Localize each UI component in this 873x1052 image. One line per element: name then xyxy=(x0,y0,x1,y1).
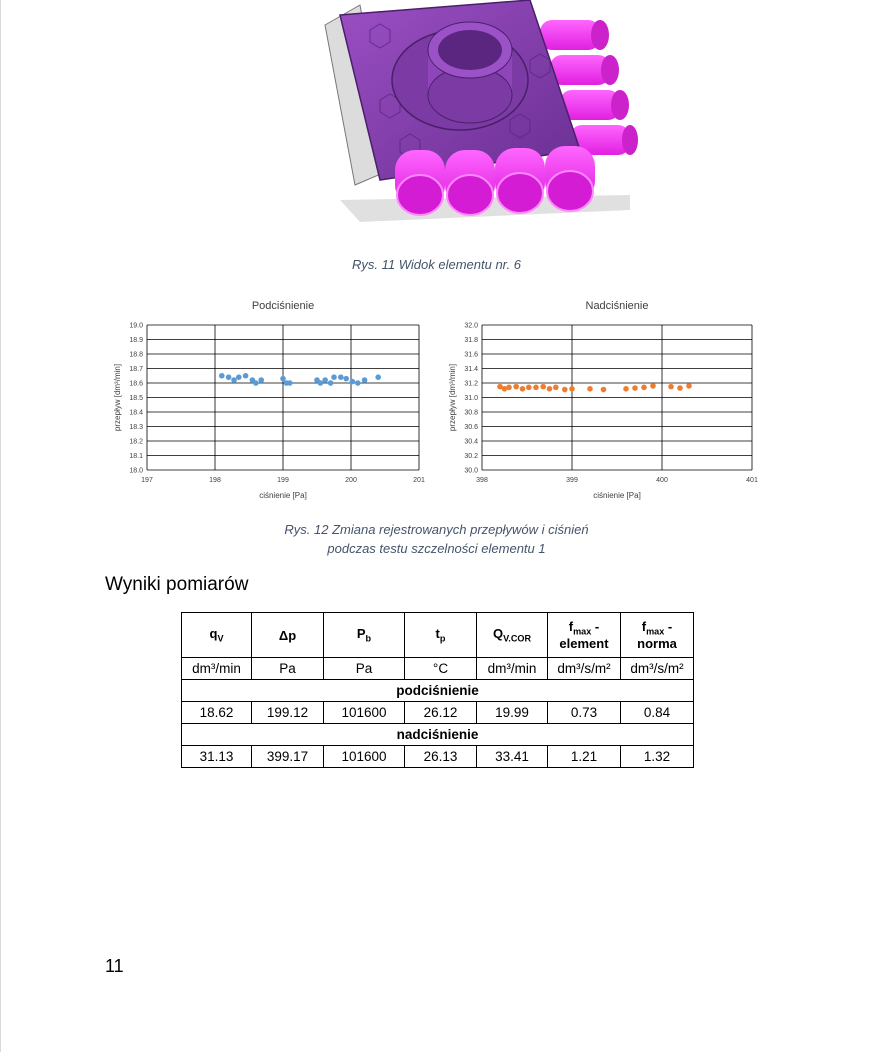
table-cell: 31.13 xyxy=(182,746,252,768)
data-point xyxy=(322,377,328,383)
y-tick-label: 18.2 xyxy=(129,438,143,446)
x-axis-label: ciśnienie [Pa] xyxy=(259,491,307,500)
table-cell: 101600 xyxy=(324,746,405,768)
unit-cell: dm³/min xyxy=(477,658,548,680)
group-label: nadciśnienie xyxy=(182,724,694,746)
table-row xyxy=(182,746,694,768)
y-tick-label: 31.2 xyxy=(464,380,478,388)
header-fmax-norma: $f_{max}$ - norma xyxy=(621,613,694,658)
data-point xyxy=(641,385,647,391)
x-tick-label: 201 xyxy=(413,477,425,484)
data-point xyxy=(355,380,361,386)
element-render-image xyxy=(300,0,640,228)
table-cell: 18.62 xyxy=(182,702,252,724)
y-tick-label: 19.0 xyxy=(129,322,143,330)
y-tick-label: 31.8 xyxy=(464,337,478,344)
y-tick-label: 30.2 xyxy=(464,453,478,460)
x-tick-label: 401 xyxy=(746,477,758,484)
data-point xyxy=(677,385,683,391)
x-tick-label: 398 xyxy=(476,477,488,484)
table-cell: 26.12 xyxy=(405,702,477,724)
data-point xyxy=(623,386,629,392)
y-axis-label: przepływ [dm³/min] xyxy=(448,363,457,432)
y-tick-label: 30.6 xyxy=(464,424,478,431)
data-point xyxy=(632,385,638,391)
data-point xyxy=(219,373,225,379)
y-tick-label: 18.5 xyxy=(129,395,143,402)
x-tick-label: 197 xyxy=(141,477,153,484)
data-point xyxy=(650,383,656,389)
table-cell: 26.13 xyxy=(405,746,477,768)
data-point xyxy=(587,386,593,392)
table-row xyxy=(182,702,694,724)
data-point xyxy=(253,380,259,386)
data-point xyxy=(562,387,568,393)
x-tick-label: 199 xyxy=(277,477,289,484)
data-point xyxy=(547,386,553,392)
page-number: 11 xyxy=(105,956,124,976)
data-point xyxy=(243,373,249,379)
y-tick-label: 18.3 xyxy=(129,424,143,431)
header-qvcor: $Q_{V.COR}$ xyxy=(477,613,548,658)
data-point xyxy=(668,384,674,390)
data-point xyxy=(375,374,381,380)
y-tick-label: 18.6 xyxy=(129,380,143,388)
section-heading: Wyniki pomiarów xyxy=(105,574,249,595)
y-axis-label: przepływ [dm³/min] xyxy=(113,363,122,432)
y-tick-label: 32.0 xyxy=(464,322,478,330)
figure-caption-1: Rys. 11 Widok elementu nr. 6 xyxy=(352,257,521,272)
chart-title: Podciśnienie xyxy=(251,300,315,312)
data-point xyxy=(553,385,559,391)
table-cell: 19.99 xyxy=(477,702,548,724)
unit-cell: dm³/s/m² xyxy=(548,658,621,680)
data-point xyxy=(231,377,237,383)
data-point xyxy=(343,376,349,382)
y-tick-label: 30.8 xyxy=(464,409,478,417)
y-tick-label: 18.9 xyxy=(129,337,143,344)
table-cell: 33.41 xyxy=(477,746,548,768)
chart-nadcisnienie xyxy=(442,292,772,512)
y-tick-label: 30.4 xyxy=(464,438,478,446)
y-tick-label: 18.4 xyxy=(129,409,143,417)
data-point xyxy=(226,374,232,380)
y-tick-label: 18.8 xyxy=(129,351,143,359)
table-cell: 101600 xyxy=(324,702,405,724)
chart-podcisnienie xyxy=(82,292,432,512)
table-cell: 199.12 xyxy=(252,702,324,724)
data-point xyxy=(338,374,344,380)
x-tick-label: 399 xyxy=(566,477,578,484)
data-point xyxy=(362,377,368,383)
data-point xyxy=(520,386,526,392)
header-fmax-element: $f_{max}$ - element xyxy=(548,613,621,658)
data-point xyxy=(318,380,324,386)
x-tick-label: 400 xyxy=(656,477,668,484)
figure-caption-2-line2: podczas testu szczelności elementu 1 xyxy=(327,541,546,556)
data-point xyxy=(601,387,607,393)
table-cell: 399.17 xyxy=(252,746,324,768)
unit-cell: Pa xyxy=(324,658,405,680)
table-cell: 0.84 xyxy=(621,702,694,724)
header-pb: $P_b$ xyxy=(324,613,405,658)
data-point xyxy=(331,374,337,380)
group-label: podciśnienie xyxy=(182,680,694,702)
group-row-podcisnienie xyxy=(182,680,694,702)
x-tick-label: 200 xyxy=(345,477,357,484)
data-point xyxy=(513,384,519,390)
y-tick-label: 31.0 xyxy=(464,395,478,402)
table-cell: 0.73 xyxy=(548,702,621,724)
x-axis-label: ciśnienie [Pa] xyxy=(593,491,641,500)
y-tick-label: 18.7 xyxy=(129,366,143,373)
table-cell: 1.21 xyxy=(548,746,621,768)
table-cell: 1.32 xyxy=(621,746,694,768)
group-row-nadcisnienie xyxy=(182,724,694,746)
unit-cell: dm³/min xyxy=(182,658,252,680)
data-point xyxy=(540,384,546,390)
chart-title: Nadciśnienie xyxy=(585,300,649,312)
header-qv: $q_V$ xyxy=(182,613,252,658)
y-tick-label: 18.0 xyxy=(129,467,143,475)
x-tick-label: 198 xyxy=(209,477,221,484)
y-tick-label: 18.1 xyxy=(129,453,143,460)
header-tp: $t_p$ xyxy=(405,613,477,658)
data-point xyxy=(506,385,512,391)
data-point xyxy=(533,385,539,391)
table-units-row xyxy=(182,658,694,680)
figure-caption-2-line1: Rys. 12 Zmiana rejestrowanych przepływów i ciśnień xyxy=(284,522,589,537)
y-tick-label: 31.4 xyxy=(464,366,478,373)
unit-cell: Pa xyxy=(252,658,324,680)
data-point xyxy=(258,377,264,383)
data-point xyxy=(236,374,242,380)
y-tick-label: 31.6 xyxy=(464,351,478,359)
unit-cell: °C xyxy=(405,658,477,680)
header-dp: Δp xyxy=(252,613,324,658)
data-point xyxy=(569,386,575,392)
table-header-row xyxy=(182,613,694,658)
unit-cell: dm³/s/m² xyxy=(621,658,694,680)
data-point xyxy=(686,383,692,389)
y-tick-label: 30.0 xyxy=(464,467,478,475)
results-table xyxy=(181,612,694,768)
data-point xyxy=(526,385,532,391)
data-point xyxy=(350,379,356,385)
data-point xyxy=(328,380,334,386)
data-point xyxy=(287,380,293,386)
